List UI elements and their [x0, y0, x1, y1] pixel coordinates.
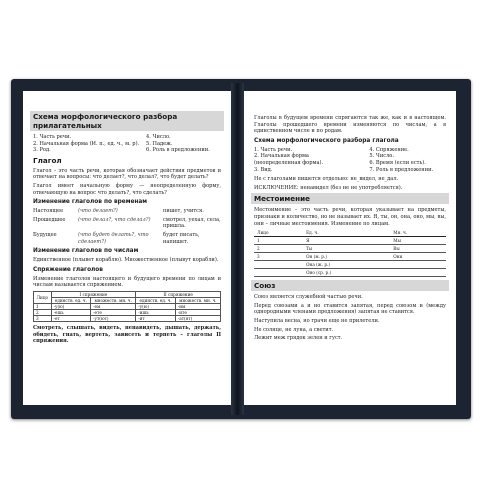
table-row: 2 -ешь -ете -ишь -ите	[34, 309, 221, 315]
number-title: Изменение глаголов по числам	[33, 248, 139, 255]
ne-rule: Не с глаголами пишется отдельно: не_видел, не_дал.	[254, 176, 399, 183]
list-item: 4. Число.	[146, 134, 171, 140]
pronoun-text: Местоимение – это часть речи, которая указывает на предметы, признаки и количество, но не называет их. Я, ты, он, она, оно, мы, вы, они – личные местоимения. Изменение по лицам.	[254, 207, 446, 227]
union-example: Лежит меж грядок зелен и густ.	[254, 335, 343, 342]
verb-scheme-title: Схема морфологического разбора глагола	[254, 137, 399, 144]
right-page	[244, 91, 456, 405]
list-item: 1. Часть речи.	[254, 146, 293, 153]
conjugation-title: Спряжение глаголов	[33, 266, 103, 273]
union-comma-rule: Перед союзами а и но ставится запятая, перед союзом и (между однородными членами предложения) запятая не ставится.	[254, 302, 446, 316]
verb-infinitive: Глагол имеет начальную форму — неопределенную форму, отвечающую на вопрос что делать?, что сделать?	[33, 182, 221, 196]
pronoun-table: Лицо Ед. ч. Мн. ч. 1 Я Мы 2 Ты Вы 3 Он (м. р.) Они Она (ж. р.) Оно (ср. р.)	[254, 229, 446, 277]
tense-row: Прошедшее (что делал?, что сделал?) смотрел, уехал, села, пришла.	[33, 216, 221, 230]
list-item: 1. Часть речи.	[33, 134, 72, 140]
list-item: 6. Время (если есть).	[369, 159, 426, 166]
table-row: 1 Я Мы	[254, 237, 446, 245]
list-item: 6. Роль в предложении.	[146, 147, 210, 154]
list-item: 2. Начальная форма (И. п., ед. ч., м. р).	[33, 140, 140, 147]
conjugation-text: Изменение глаголов настоящего и будущего времени по лицам и числам называется спряжением.	[33, 275, 221, 289]
list-item: 5. Число.	[369, 153, 394, 160]
table-row: Оно (ср. р.)	[254, 269, 446, 277]
union-example: Наступила весна, но грачи еще не прилетели.	[254, 317, 380, 324]
left-page	[23, 91, 231, 405]
list-item: (неопределенная форма).	[254, 159, 324, 166]
table-row: 3 Он (м. р.) Они	[254, 253, 446, 261]
exceptions-text: Смотреть, слышать, видеть, ненавидеть, дышать, держать, обидеть, гнать, вертеть, зависеть и терпеть – глаголы II спряжения.	[33, 324, 221, 345]
union-example: Не солнце, не луна, а светит.	[254, 326, 334, 333]
future-tense-intro: Глаголы в будущем времени спрягаются так же, как и в настоящем. Глаголы прошедшего времени изменяются по числам, а в единственном числе и по родам.	[254, 115, 446, 135]
list-item: 5. Падеж.	[146, 140, 173, 147]
verb-scheme-list	[254, 147, 446, 173]
tense-row: Будущее (что будет делать?, что сделает?) будет писать, напишет.	[33, 231, 200, 245]
adjective-scheme-title: Схема морфологического разбора прилагательных	[30, 111, 224, 131]
table-row: 3 -ет -ут(ют) -ит -ат(ят)	[34, 315, 221, 321]
tense-title: Изменение глаголов по временам	[33, 199, 148, 206]
list-item: 4. Спряжение.	[369, 146, 409, 153]
list-item: 7. Роль в предложении.	[369, 166, 434, 173]
conjugation-table: Лицо I спряжение II спряжение единств. ед. ч. множеств. мн. ч. единств. ед. ч. множеств. мн. ч. 1 -у(ю) -ем -у(ю) -им 2 -ешь -ете -ишь -ите 3 -ет -ут(ют) -ит -ат(ят)	[33, 291, 221, 322]
union-definition: Союз является служебной частью речи.	[254, 294, 363, 301]
table-row: 1 -у(ю) -ем -у(ю) -им	[34, 303, 221, 309]
verb-title: Глагол	[33, 155, 62, 165]
list-item: 2. Начальная форма	[254, 153, 309, 160]
list-item: 3. Род.	[33, 147, 51, 154]
tense-row: Настоящее (что делает?) пишет, учится.	[33, 208, 204, 215]
number-text: Единственное (плывет кораблю). Множественное (плывут корабли).	[33, 257, 219, 264]
table-row: Она (ж. р.)	[254, 261, 446, 269]
exception-note: ИСКЛЮЧЕНИЕ: ненавидел (без не не употребляется).	[254, 184, 403, 191]
verb-definition: Глагол – это часть речи, которая обозначает действия предметов и отвечает на вопросы: что делает?, что делал?, что будет делать?	[33, 167, 221, 181]
adjective-scheme-list	[33, 134, 221, 154]
list-item: 3. Вид.	[254, 166, 273, 173]
notebook-spine	[231, 83, 244, 415]
union-title: Союз	[251, 280, 449, 291]
table-row: 2 Ты Вы	[254, 245, 446, 253]
pronoun-title: Местоимение	[251, 193, 449, 204]
